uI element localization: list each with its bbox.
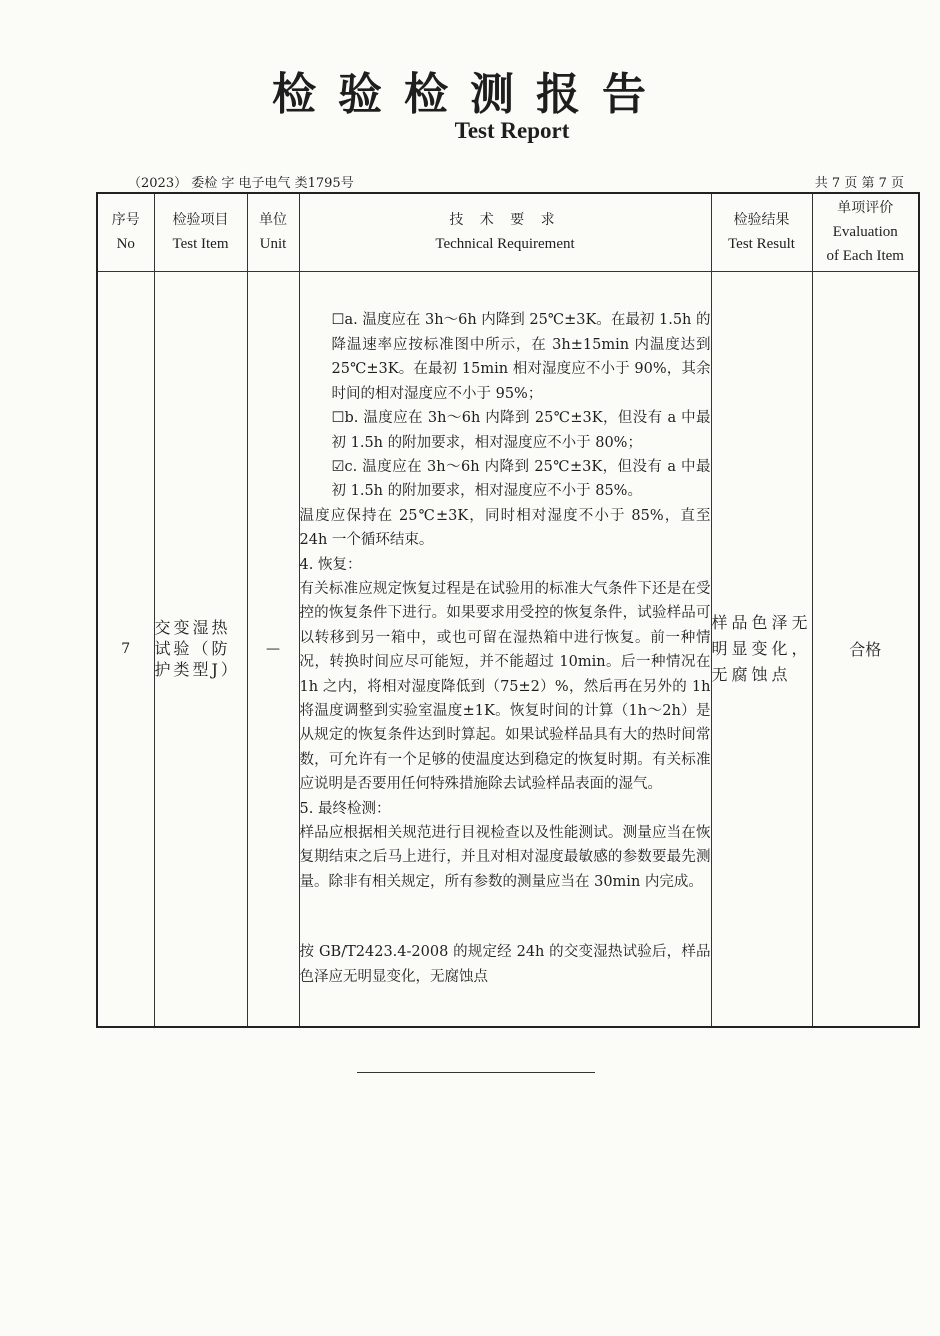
requirement-option-a: ☐a. 温度应在 3h～6h 内降到 25℃±3K。在最初 1.5h 的降温速率应按标准图中所示，在 3h±15min 内温度达到 25℃±3K。在最初 15min 相对湿度应不小于 90%，其余时间的相对湿度应不小于 95%； [331, 312, 711, 402]
header-no [97, 193, 154, 271]
row-test-result: 样品色泽无明显变化，无腐蚀点 [711, 271, 812, 1027]
requirement-recovery-heading: 4. 恢复： [299, 556, 362, 573]
header-no-en: No [116, 236, 135, 253]
requirement-spacer [300, 894, 711, 940]
header-item-cn: 检验项目 [172, 212, 229, 229]
header-requirement-en: Technical Requirement [435, 236, 575, 253]
header-evaluation-en-1: Evaluation [832, 224, 898, 241]
header-item [154, 193, 247, 271]
row-unit: — [247, 271, 299, 1027]
end-divider [357, 1072, 595, 1073]
header-unit [247, 193, 299, 271]
header-result-en: Test Result [728, 236, 795, 253]
requirement-recovery-text: 有关标准应规定恢复过程是在试验用的标准大气条件下还是在受控的恢复条件下进行。如果要求用受控的恢复条件，试验样品可以转移到另一箱中，或也可留在湿热箱中进行恢复。前一种情况，转换时间应尽可能短，并不能超过 10min。后一种情况在 1h 之内，将相对湿度降低到（75±2）%，然后再在另外的 1h 将温度调整到实验室温度±1K。恢复时间的计算（1h～2h）是从规定的恢复条件达到时算起。如果试验样品具有大的热时间常数，可允许有一个足够的使温度达到稳定的恢复时期。有关标准应说明是否要用任何特殊措施除去试验样品表面的湿气。 [299, 580, 711, 793]
header-requirement-cn: 技 术 要 求 [449, 212, 561, 229]
header-evaluation-cn: 单项评价 [837, 200, 894, 217]
requirement-option-b: ☐b. 温度应在 3h～6h 内降到 25℃±3K，但没有 a 中最初 1.5h 的附加要求，相对湿度应不小于 80%； [331, 410, 711, 451]
row-test-item: 交变湿热试验（防护类型J） [154, 271, 247, 1027]
table-header-row [97, 193, 919, 271]
row-number: 7 [97, 271, 154, 1027]
requirement-final-check-heading: 5. 最终检测： [299, 800, 391, 817]
requirement-final-check-text: 样品应根据相关规范进行目视检查以及性能测试。测量应当在恢复期结束之后马上进行，并且对相对湿度最敏感的参数要最先测量。除非有相关规定，所有参数的测量应当在 30min 内完成。 [299, 825, 711, 890]
document-number: （2023） 委检 字 电子电气 类1795号 [128, 176, 354, 191]
requirement-temperature-hold: 温度应保持在 25℃±3K，同时相对湿度不小于 85%，直至 24h 一个循环结束。 [299, 507, 711, 549]
header-evaluation [812, 193, 919, 271]
header-evaluation-en-2: of Each Item [826, 248, 904, 265]
header-item-en: Test Item [172, 236, 229, 253]
header-result-cn: 检验结果 [733, 212, 790, 229]
header-unit-en: Unit [259, 236, 287, 253]
report-table [96, 192, 920, 1028]
requirement-option-c: ☑c. 温度应在 3h～6h 内降到 25℃±3K，但没有 a 中最初 1.5h 的附加要求，相对湿度应不小于 85%。 [331, 458, 711, 500]
header-unit-cn: 单位 [259, 212, 287, 229]
row-requirement [299, 271, 711, 1027]
report-title-en: Test Report [454, 118, 570, 143]
requirement-acceptance-criterion: 按 GB/T2423.4-2008 的规定经 24h 的交变湿热试验后，样品色泽应无明显变化，无腐蚀点 [299, 944, 711, 985]
report-title-cn: 检验检测报告 [272, 69, 668, 120]
table-row [97, 271, 919, 1027]
header-no-cn: 序号 [111, 212, 140, 229]
header-requirement [299, 193, 711, 271]
row-evaluation: 合格 [812, 271, 919, 1027]
page-indicator: 共 7 页 第 7 页 [814, 176, 904, 191]
header-result [711, 193, 812, 271]
